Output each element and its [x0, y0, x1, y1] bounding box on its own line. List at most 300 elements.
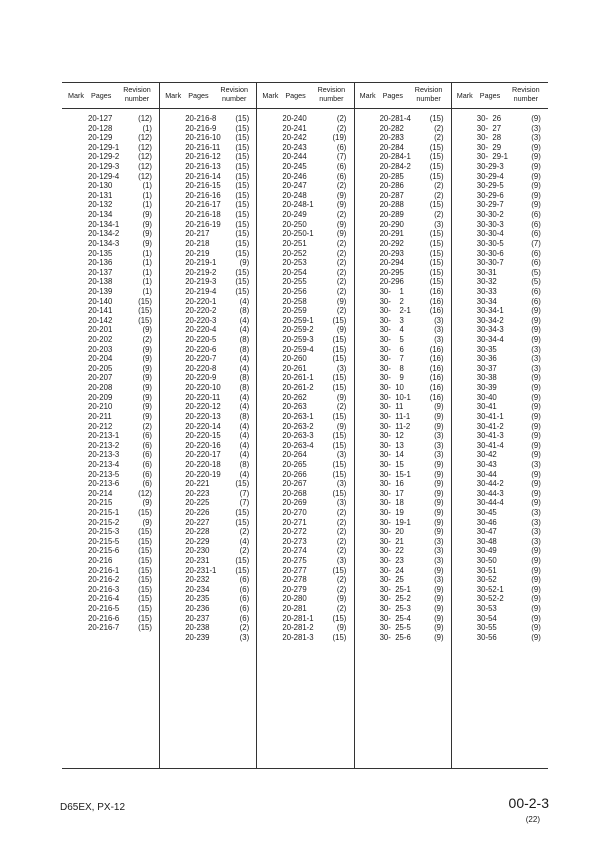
- revision-number: (3): [434, 575, 444, 585]
- table-row: [62, 210, 159, 220]
- page-id: 20-295: [379, 267, 404, 277]
- page-id: 30- 4: [379, 325, 404, 335]
- table-row: [451, 162, 548, 172]
- page-id: 20-216-6: [88, 613, 120, 623]
- table-row: [62, 354, 159, 364]
- revision-number: (6): [239, 584, 250, 594]
- table-row: [451, 114, 548, 124]
- revision-number: (2): [336, 604, 347, 614]
- page-id: 20-231-1: [185, 565, 217, 575]
- table-row: [451, 268, 548, 278]
- table-row: [451, 287, 548, 297]
- revision-number: (3): [336, 479, 347, 489]
- page-id: 20-220-15: [185, 431, 221, 441]
- page-id: 20-264: [282, 450, 307, 460]
- table-row: [451, 556, 548, 566]
- revision-number: (9): [142, 325, 152, 335]
- page-id: 20-241: [282, 123, 307, 133]
- revision-number: (9): [434, 507, 444, 517]
- table-row: [354, 316, 451, 326]
- revision-number: (15): [235, 565, 250, 575]
- page-id: 20-216-8: [185, 114, 217, 123]
- revision-number: (12): [138, 152, 152, 162]
- page-id: 20-213-2: [88, 440, 120, 450]
- page-id: 20-275: [282, 556, 307, 566]
- revision-number: (9): [142, 498, 152, 508]
- page-id: 30-52-2: [476, 594, 504, 604]
- table-row: [62, 258, 159, 268]
- table-row: [159, 316, 256, 326]
- page-id: 30- 29-1: [476, 152, 509, 162]
- page-id: 30- 25-3: [379, 604, 411, 614]
- revision-number: (9): [531, 392, 541, 402]
- revision-number: (9): [531, 114, 541, 123]
- table-row: [62, 268, 159, 278]
- revision-number: (6): [142, 479, 152, 489]
- revision-number: (5): [531, 267, 541, 277]
- revision-number: (3): [434, 556, 444, 566]
- page-id: 30-30-7: [476, 258, 504, 268]
- table-row: [354, 114, 451, 124]
- table-row: [256, 489, 353, 499]
- revision-number: (2): [142, 421, 152, 431]
- table-row: [256, 325, 353, 335]
- table-row: [62, 460, 159, 470]
- table-row: [159, 210, 256, 220]
- page-id: 20-246: [282, 171, 307, 181]
- page-id: 20-289: [379, 210, 404, 220]
- page-id: 20-278: [282, 575, 307, 585]
- table-row: [354, 450, 451, 460]
- revision-number: (9): [239, 258, 250, 268]
- page-id: 30-44: [476, 469, 497, 479]
- revision-number: (2): [336, 277, 347, 287]
- revision-number: (9): [336, 200, 347, 210]
- page-id: 20-242: [282, 133, 307, 143]
- page-id: 20-259-4: [282, 344, 314, 354]
- table-row: [451, 239, 548, 249]
- revision-number: (15): [235, 142, 250, 152]
- revision-number: (7): [239, 498, 250, 508]
- page-id: 20-132: [88, 200, 113, 210]
- page-id: 20-216-19: [185, 219, 221, 229]
- revision-number: (3): [336, 450, 347, 460]
- table-row: [451, 614, 548, 624]
- table-row: [159, 604, 256, 614]
- table-row: [354, 354, 451, 364]
- revision-number: (6): [336, 162, 347, 172]
- page-id: 30- 25-2: [379, 594, 411, 604]
- revision-number: (3): [531, 363, 541, 373]
- revision-number: (3): [434, 536, 444, 546]
- page-id: 20-134-1: [88, 219, 120, 229]
- revision-number: (9): [336, 219, 347, 229]
- revision-number: (6): [239, 604, 250, 614]
- table-row: [159, 431, 256, 441]
- table-row: [159, 191, 256, 201]
- revision-number: (6): [531, 286, 541, 296]
- revision-number: (9): [531, 306, 541, 316]
- table-row: [256, 614, 353, 624]
- revision-number: (9): [434, 584, 444, 594]
- page-id: 30-41-3: [476, 431, 504, 441]
- header-mark: Mark: [359, 91, 376, 100]
- revision-number: (15): [429, 258, 444, 268]
- table-row: [256, 133, 353, 143]
- table-column: [62, 82, 159, 633]
- revision-number: (9): [531, 440, 541, 450]
- revision-number: (15): [138, 565, 152, 575]
- table-row: [256, 239, 353, 249]
- table-row: [256, 479, 353, 489]
- table-row: [159, 623, 256, 633]
- revision-number: (9): [531, 315, 541, 325]
- table-row: [159, 200, 256, 210]
- table-row: [62, 441, 159, 451]
- revision-number: (9): [531, 575, 541, 585]
- revision-number: (9): [531, 402, 541, 412]
- table-row: [451, 133, 548, 143]
- table-row: [354, 498, 451, 508]
- table-row: [62, 133, 159, 143]
- revision-number: (6): [142, 440, 152, 450]
- page-id: 20-220-8: [185, 363, 217, 373]
- table-row: [451, 373, 548, 383]
- page-id: 20-141: [88, 306, 113, 316]
- table-row: [354, 335, 451, 345]
- revision-number: (8): [239, 383, 250, 393]
- revision-number: (15): [429, 114, 444, 123]
- revision-number: (3): [239, 632, 250, 642]
- revision-number: (9): [531, 613, 541, 623]
- revision-number: (3): [336, 363, 347, 373]
- revision-number: (4): [239, 536, 250, 546]
- revision-number: (9): [531, 469, 541, 479]
- page-id: 20-216-12: [185, 152, 221, 162]
- revision-number: (1): [142, 286, 152, 296]
- table-row: [62, 172, 159, 182]
- revision-number: (15): [429, 142, 444, 152]
- table-row: [256, 143, 353, 153]
- table-row: [256, 335, 353, 345]
- revision-number: (16): [429, 344, 444, 354]
- table-row: [256, 431, 353, 441]
- table-row: [451, 172, 548, 182]
- table-row: [354, 566, 451, 576]
- table-row: [354, 412, 451, 422]
- revision-number: (2): [336, 123, 347, 133]
- table-row: [354, 191, 451, 201]
- revision-number: (6): [239, 575, 250, 585]
- page-id: 30-39: [476, 383, 497, 393]
- table-row: [451, 441, 548, 451]
- revision-number: (3): [531, 459, 541, 469]
- page-id: 20-213-4: [88, 459, 120, 469]
- page-id: 20-255: [282, 277, 307, 287]
- page-id: 20-263: [282, 402, 307, 412]
- table-row: [451, 431, 548, 441]
- page-id: 30- 16: [379, 479, 404, 489]
- table-row: [256, 450, 353, 460]
- table-row: [256, 546, 353, 556]
- page-id: 20-205: [88, 363, 113, 373]
- page-id: 20-274: [282, 546, 307, 556]
- revision-number: (2): [336, 181, 347, 191]
- page-id: 20-216-9: [185, 123, 217, 133]
- revision-number: (9): [531, 565, 541, 575]
- table-row: [62, 200, 159, 210]
- revision-number: (15): [138, 507, 152, 517]
- table-row: [451, 575, 548, 585]
- page-id: 20-235: [185, 594, 210, 604]
- table-row: [256, 287, 353, 297]
- revision-number: (8): [239, 459, 250, 469]
- page-id: 20-137: [88, 267, 113, 277]
- page-id: 20-223: [185, 488, 210, 498]
- table-row: [451, 470, 548, 480]
- page-id: 30- 13: [379, 440, 404, 450]
- page-id: 20-238: [185, 623, 210, 633]
- page-id: 20-213-5: [88, 469, 120, 479]
- revision-number: (15): [235, 479, 250, 489]
- page-id: 30- 29: [476, 142, 502, 152]
- page-id: 20-259-2: [282, 325, 314, 335]
- revision-number: (9): [531, 200, 541, 210]
- table-row: [354, 518, 451, 528]
- page-id: 20-263-4: [282, 440, 314, 450]
- revision-number: (15): [138, 584, 152, 594]
- revision-number: (6): [531, 229, 541, 239]
- page-id: 20-279: [282, 584, 307, 594]
- revision-number: (15): [138, 604, 152, 614]
- table-row: [159, 585, 256, 595]
- page-id: 20-208: [88, 383, 113, 393]
- table-row: [62, 498, 159, 508]
- revision-number: (2): [434, 123, 444, 133]
- table-row: [354, 277, 451, 287]
- table-row: [159, 479, 256, 489]
- revision-number: (3): [531, 354, 541, 364]
- page-id: 30- 11: [379, 402, 404, 412]
- table-row: [62, 556, 159, 566]
- revision-number: (9): [531, 411, 541, 421]
- table-row: [451, 220, 548, 230]
- page-id: 20-281-3: [282, 632, 314, 642]
- table-row: [62, 325, 159, 335]
- table-row: [256, 200, 353, 210]
- revision-number: (9): [142, 373, 152, 383]
- table-row: [256, 508, 353, 518]
- revision-number: (15): [235, 556, 250, 566]
- table-row: [354, 306, 451, 316]
- revision-number: (15): [429, 162, 444, 172]
- page-id: 30- 9: [379, 373, 404, 383]
- column-header: [62, 82, 159, 108]
- table-row: [256, 364, 353, 374]
- table-row: [62, 518, 159, 528]
- revision-number: (15): [138, 527, 152, 537]
- table-row: [62, 345, 159, 355]
- table-row: [354, 556, 451, 566]
- revision-number: (9): [434, 479, 444, 489]
- revision-number: (2): [336, 402, 347, 412]
- table-row: [256, 623, 353, 633]
- revision-number: (1): [142, 200, 152, 210]
- revision-number: (8): [239, 411, 250, 421]
- table-row: [354, 460, 451, 470]
- revision-number: (9): [531, 431, 541, 441]
- page-id: 20-220-10: [185, 383, 221, 393]
- column-header: [159, 82, 256, 108]
- header-revision-line2: number: [416, 94, 441, 103]
- page-id: 20-213-6: [88, 479, 120, 489]
- revision-number: (4): [239, 440, 250, 450]
- page-id: 20-135: [88, 248, 113, 258]
- page-id: 20-245: [282, 162, 307, 172]
- table-row: [256, 527, 353, 537]
- table-row: [62, 623, 159, 633]
- table-row: [159, 162, 256, 172]
- table-row: [451, 498, 548, 508]
- page-id: 20-259-1: [282, 315, 314, 325]
- page-id: 20-231: [185, 556, 210, 566]
- revision-number: (9): [531, 181, 541, 191]
- revision-number: (15): [235, 507, 250, 517]
- revision-number: (6): [142, 431, 152, 441]
- revision-number: (15): [235, 210, 250, 220]
- page-id: 30-42: [476, 450, 497, 460]
- page-id: 30-34: [476, 296, 497, 306]
- table-row: [354, 210, 451, 220]
- table-row: [451, 335, 548, 345]
- revision-number: (15): [138, 556, 152, 566]
- page-id: 30-29-6: [476, 190, 504, 200]
- table-row: [62, 489, 159, 499]
- revision-number: (2): [336, 210, 347, 220]
- table-row: [159, 594, 256, 604]
- page-id: 30-50: [476, 556, 497, 566]
- table-row: [62, 306, 159, 316]
- page-id: 20-202: [88, 335, 113, 345]
- table-row: [451, 412, 548, 422]
- page-id: 20-290: [379, 219, 404, 229]
- table-row: [354, 373, 451, 383]
- revision-number: (9): [142, 344, 152, 354]
- revision-number: (9): [336, 229, 347, 239]
- table-row: [354, 229, 451, 239]
- revision-number: (9): [142, 354, 152, 364]
- table-row: [62, 229, 159, 239]
- revision-number: (15): [332, 632, 347, 642]
- table-row: [354, 124, 451, 134]
- revision-number: (16): [429, 286, 444, 296]
- revision-number: (9): [531, 498, 541, 508]
- header-revision-line2: number: [222, 94, 247, 103]
- page-id: 30-47: [476, 527, 497, 537]
- page-id: 20-219-2: [185, 267, 217, 277]
- revision-number: (16): [429, 306, 444, 316]
- table-row: [256, 604, 353, 614]
- table-row: [451, 585, 548, 595]
- page-id: 30-30-2: [476, 210, 504, 220]
- revision-number: (15): [429, 248, 444, 258]
- table-row: [159, 498, 256, 508]
- page-id: 30-56: [476, 632, 497, 642]
- revision-number: (15): [332, 431, 347, 441]
- page-id: 20-139: [88, 286, 113, 296]
- table-row: [256, 181, 353, 191]
- page-id: 30-53: [476, 604, 497, 614]
- page-id: 20-253: [282, 258, 307, 268]
- revision-number: (15): [138, 296, 152, 306]
- page-revision: (22): [525, 815, 540, 824]
- header-revision-line1: Revision: [220, 85, 248, 94]
- table-column: [354, 82, 451, 642]
- table-row: [451, 258, 548, 268]
- revision-number: (9): [531, 373, 541, 383]
- table-row: [451, 191, 548, 201]
- revision-number: (2): [336, 546, 347, 556]
- table-row: [159, 402, 256, 412]
- table-row: [256, 297, 353, 307]
- page-id: 20-263-3: [282, 431, 314, 441]
- table-row: [256, 210, 353, 220]
- page-id: 20-212: [88, 421, 113, 431]
- page-id: 30-34-2: [476, 315, 504, 325]
- revision-number: (3): [434, 546, 444, 556]
- page-id: 20-250-1: [282, 229, 314, 239]
- revision-number: (9): [531, 632, 541, 642]
- page-id: 20-216-4: [88, 594, 120, 604]
- page-id: 30-41-1: [476, 411, 504, 421]
- table-row: [354, 239, 451, 249]
- page-id: 20-256: [282, 286, 307, 296]
- revision-number: (15): [235, 133, 250, 143]
- revision-number: (16): [429, 354, 444, 364]
- page-id: 20-218: [185, 238, 210, 248]
- table-row: [256, 441, 353, 451]
- page-id: 20-127: [88, 114, 113, 123]
- revision-number: (2): [239, 623, 250, 633]
- header-revision: [410, 85, 448, 103]
- revision-number: (9): [434, 421, 444, 431]
- revision-number: (16): [429, 373, 444, 383]
- revision-number: (12): [138, 142, 152, 152]
- revision-number: (12): [138, 162, 152, 172]
- page-id: 20-130: [88, 181, 113, 191]
- revision-number: (8): [239, 344, 250, 354]
- revision-number: (9): [336, 296, 347, 306]
- revision-number: (1): [142, 248, 152, 258]
- revision-number: (15): [235, 190, 250, 200]
- page-id: 20-226: [185, 507, 210, 517]
- revision-number: (4): [239, 450, 250, 460]
- page-id: 20-254: [282, 267, 307, 277]
- revision-number: (9): [434, 632, 444, 642]
- header-pages: Pages: [479, 91, 501, 100]
- page-id: 30- 7: [379, 354, 404, 364]
- table-row: [62, 614, 159, 624]
- revision-number: (9): [531, 162, 541, 172]
- revision-number: (15): [429, 171, 444, 181]
- revision-number: (15): [429, 229, 444, 239]
- page-id: 30- 17: [379, 488, 404, 498]
- revision-number: (9): [434, 411, 444, 421]
- page-id: 20-129-3: [88, 162, 120, 172]
- page-id: 20-248-1: [282, 200, 314, 210]
- table-row: [354, 441, 451, 451]
- table-row: [159, 297, 256, 307]
